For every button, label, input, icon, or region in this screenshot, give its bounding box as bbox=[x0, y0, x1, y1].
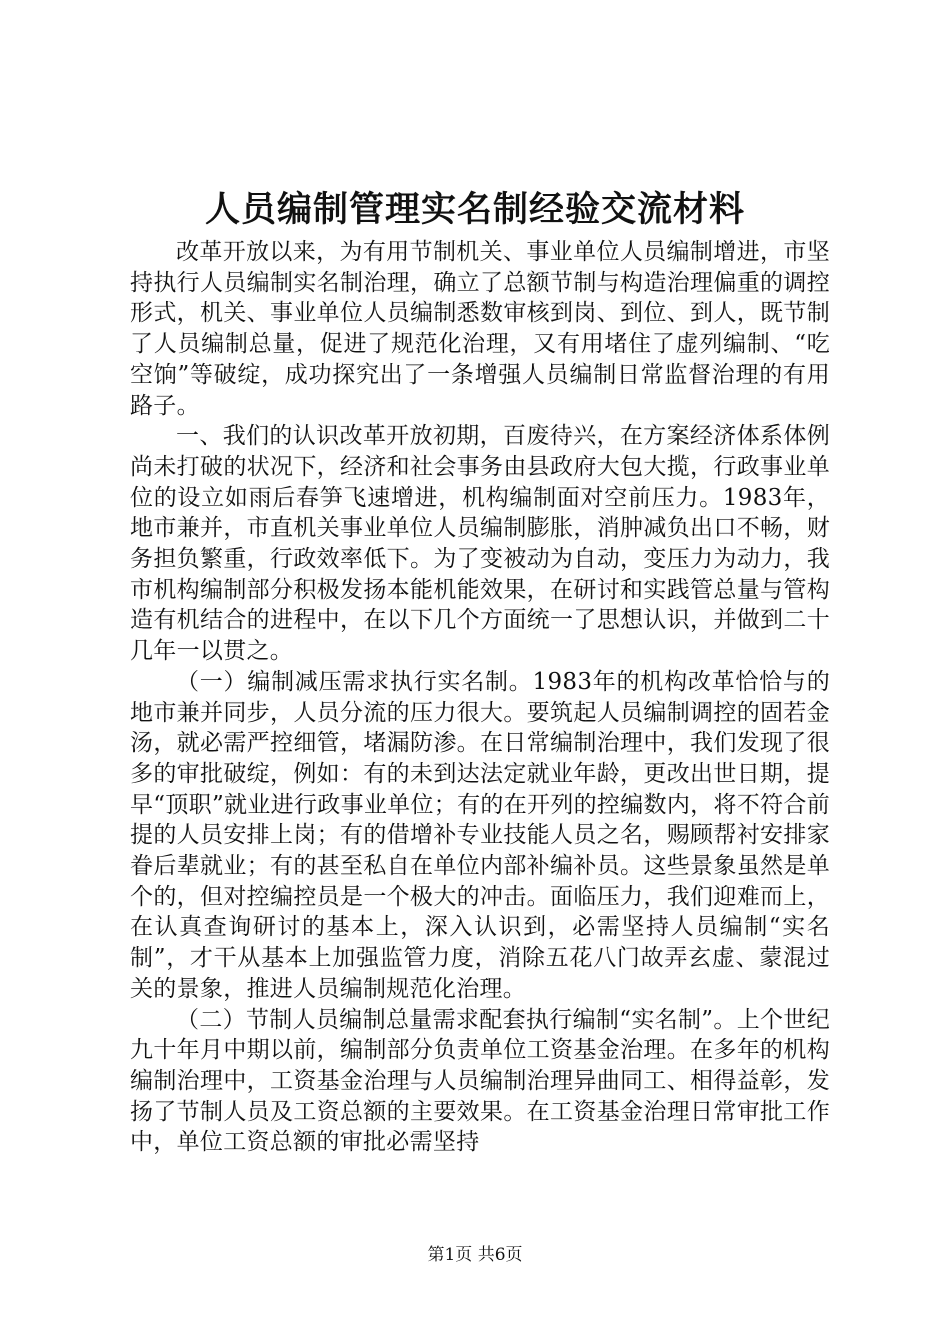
document-body bbox=[130, 237, 830, 1158]
paragraph-intro: 改革开放以来，为有用节制机关、事业单位人员编制增进，市坚持执行人员编制实名制治理，确立了总额节制与构造治理偏重的调控形式，机关、事业单位人员编制悉数审核到岗、到位、到人，既节制了人员编制总量，促进了规范化治理，又有用堵住了虚列编制、“吃空饷”等破绽，成功探究出了一条增强人员编制日常监督治理的有用路子。 bbox=[130, 239, 830, 419]
paragraph-subsection-2: （二）节制人员编制总量需求配套执行编制“实名制”。上个世纪九十年月中期以前，编制部分负责单位工资基金治理。在多年的机构编制治理中，工资基金治理与人员编制治理异曲同工、相得益彰，发扬了节制人员及工资总额的主要效果。在工资基金治理日常审批工作中，单位工资总额的审批必需坚持 bbox=[130, 1006, 830, 1156]
paragraph-section-1: 一、我们的认识改革开放初期，百废待兴，在方案经济体系体例尚未打破的状况下，经济和社会事务由县政府大包大揽，行政事业单位的设立如雨后春笋飞速增进，机构编制面对空前压力。1983年，地市兼并，市直机关事业单位人员编制膨胀，消肿减负出口不畅，财务担负繁重，行政效率低下。为了变被动为自动，变压力为动力，我市机构编制部分积极发扬本能机能效果，在研讨和实践管总量与管构造有机结合的进程中，在以下几个方面统一了思想认识，并做到二十几年一以贯之。 bbox=[130, 423, 830, 665]
document-title: 人员编制管理实名制经验交流材料 bbox=[204, 189, 745, 230]
page-number-footer: 第1页 共6页 bbox=[427, 1245, 523, 1265]
paragraph-subsection-1: （一）编制减压需求执行实名制。1983年的机构改革恰恰与的地市兼并同步，人员分流的压力很大。要筑起人员编制调控的固若金汤，就必需严控细管，堵漏防渗。在日常编制治理中，我们发现了很多的审批破绽，例如：有的未到达法定就业年龄，更改出世日期，提早“顶职”就业进行政事业单位；有的在开列的控编数内，将不符合前提的人员安排上岗；有的借增补专业技能人员之名，赐顾帮衬安排家眷后辈就业；有的甚至私自在单位内部补编补员。这些景象虽然是单个的，但对控编控员是一个极大的冲击。面临压力，我们迎难而上，在认真查询研讨的基本上，深入认识到，必需坚持人员编制“实名制”，才干从基本上加强监管力度，消除五花八门故弄玄虚、蒙混过关的景象，推进人员编制规范化治理。 bbox=[130, 668, 830, 1002]
